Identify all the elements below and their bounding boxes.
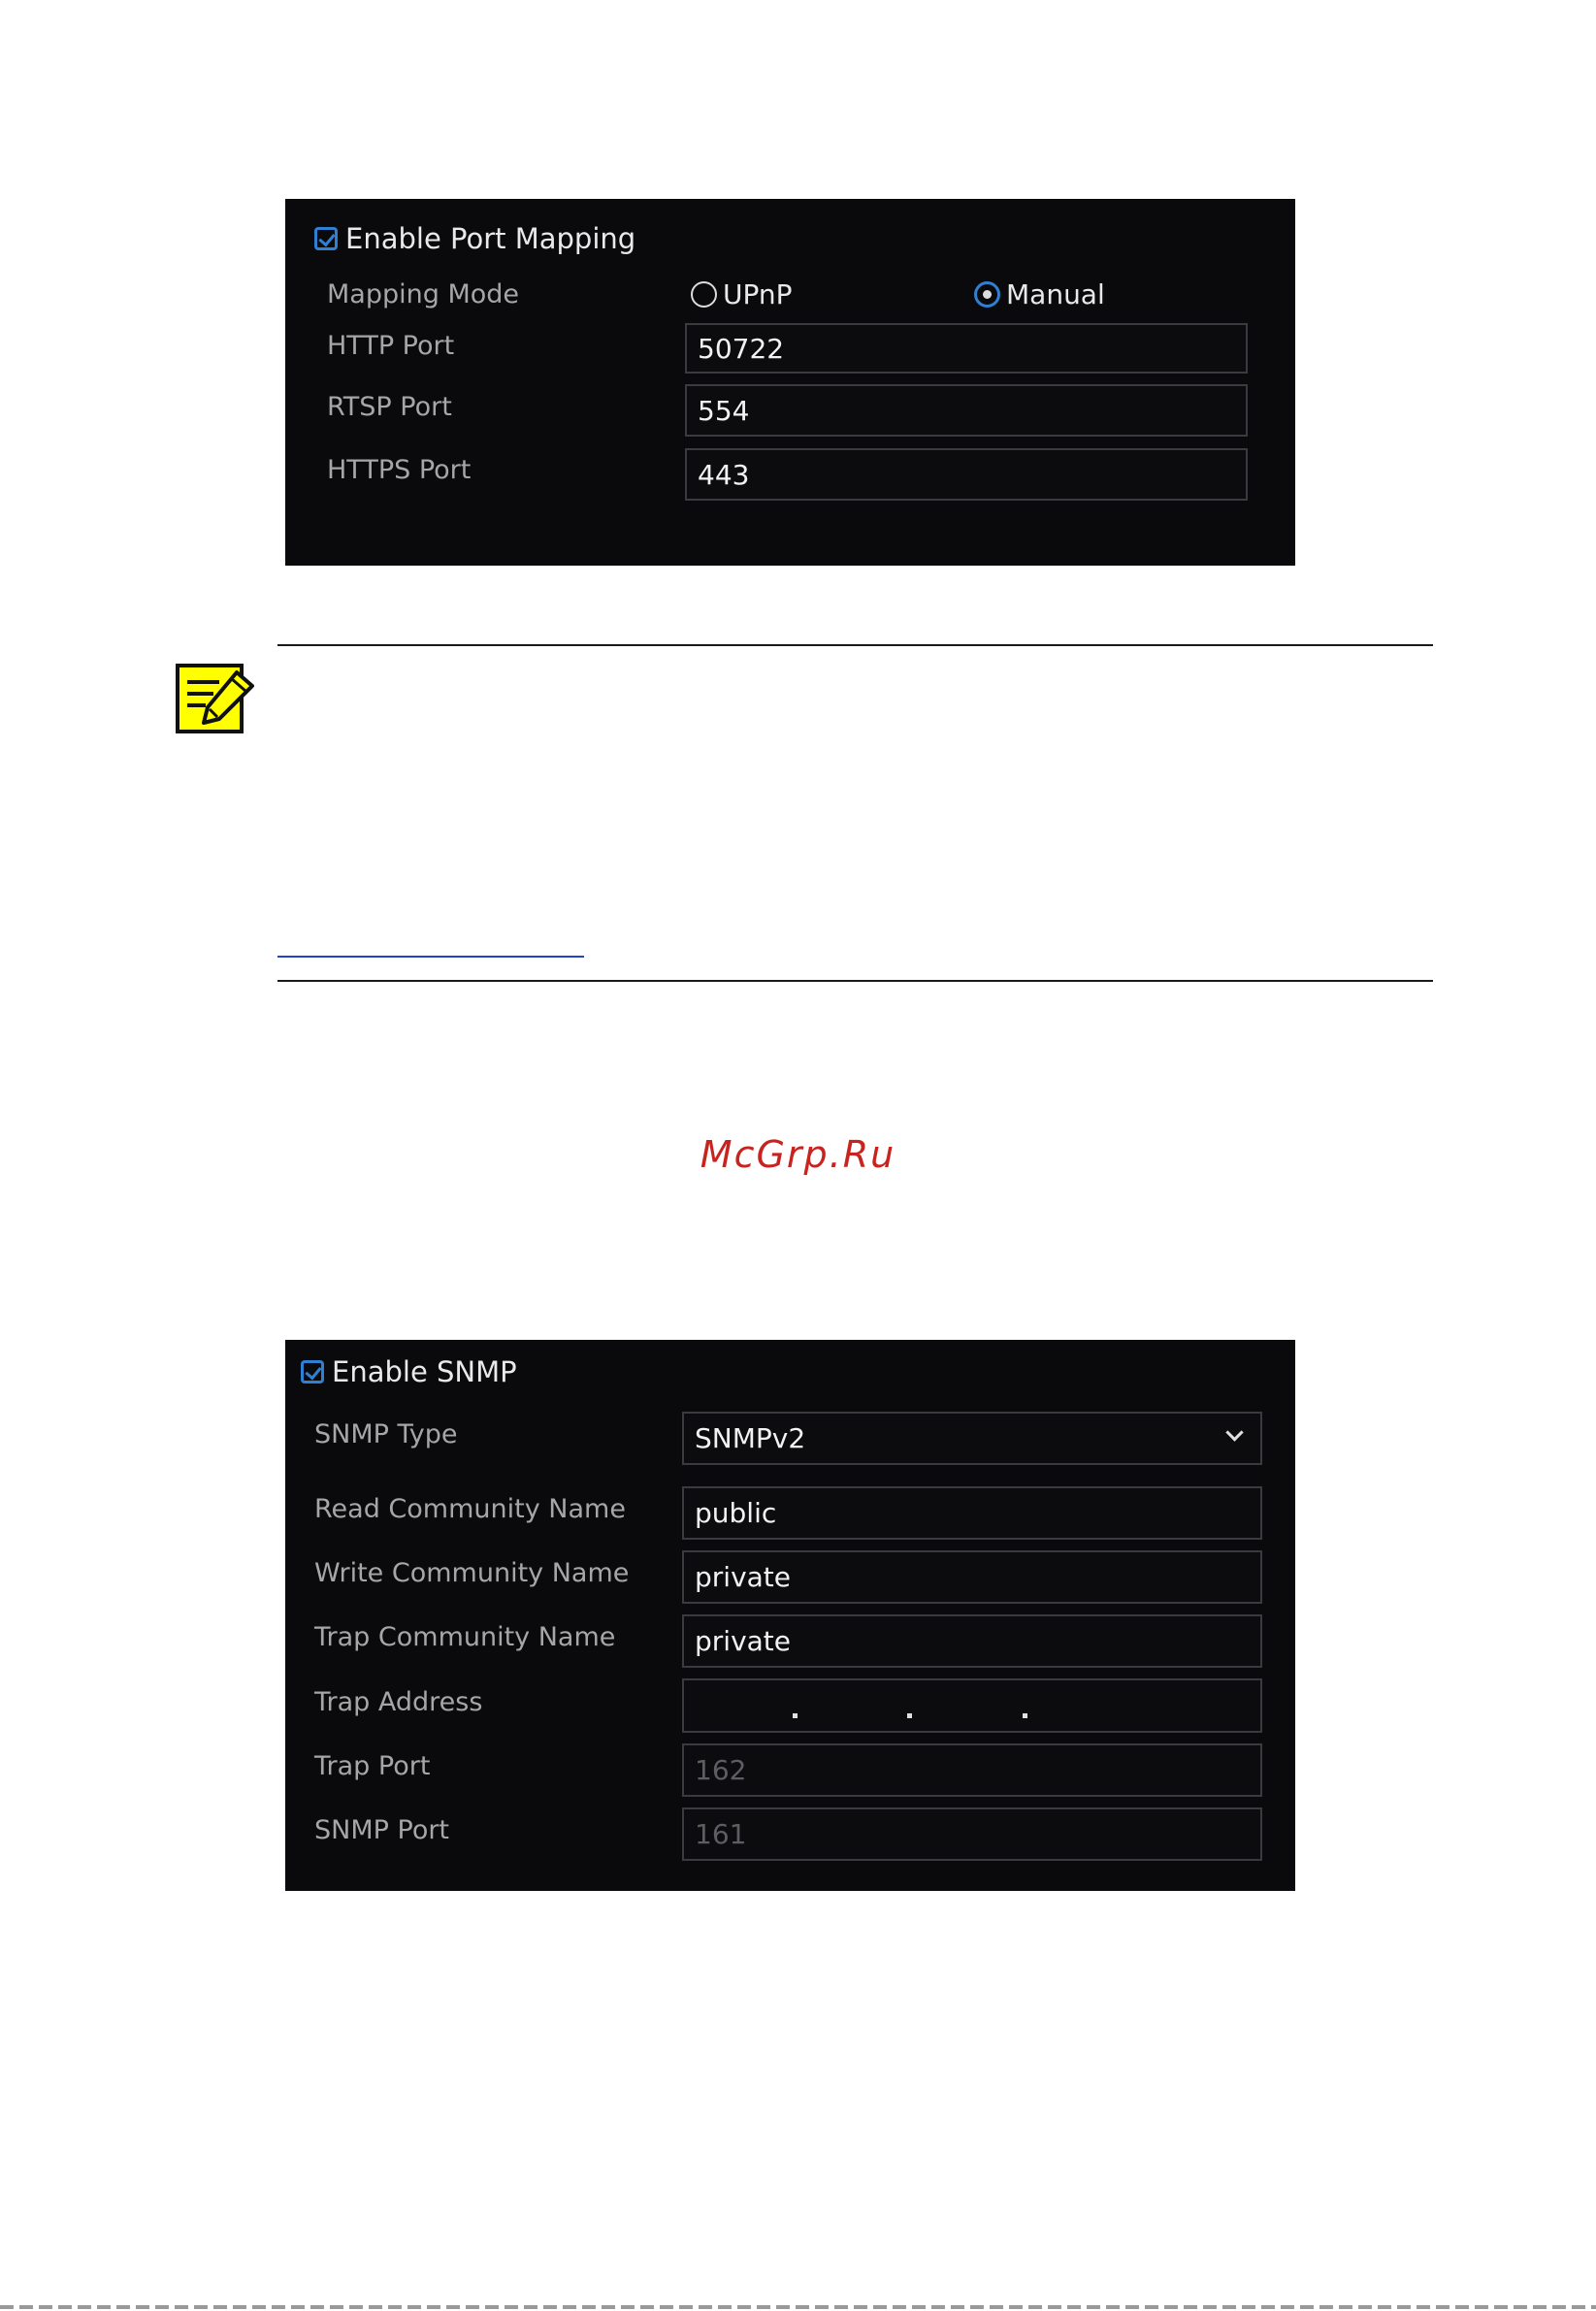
note-pencil-icon — [175, 663, 256, 736]
snmp-port-input: 161 — [682, 1807, 1262, 1861]
ip-separator-dot — [793, 1713, 798, 1718]
chevron-down-icon — [1225, 1423, 1243, 1441]
read-community-input[interactable]: public — [682, 1486, 1262, 1540]
watermark-text: McGrp.Ru — [700, 1133, 896, 1176]
note-link-underline[interactable] — [277, 956, 584, 958]
snmp-panel — [285, 1340, 1295, 1891]
ip-separator-dot — [1023, 1713, 1027, 1718]
snmp-port-label: SNMP Port — [314, 1815, 450, 1845]
enable-snmp-checkbox[interactable] — [301, 1355, 517, 1388]
ip-address-separators — [684, 1680, 1260, 1731]
ip-separator-dot — [907, 1713, 912, 1718]
http-port-label: HTTP Port — [327, 331, 455, 361]
radio-upnp-label: UPnP — [723, 278, 793, 310]
enable-snmp-label: Enable SNMP — [332, 1355, 517, 1388]
trap-address-input[interactable] — [682, 1678, 1262, 1733]
radio-selected-icon — [974, 281, 1000, 308]
snmp-type-select[interactable] — [682, 1412, 1262, 1465]
rtsp-port-label: RTSP Port — [327, 392, 452, 422]
rtsp-port-input[interactable]: 554 — [685, 384, 1248, 437]
http-port-input[interactable]: 50722 — [685, 323, 1248, 374]
checkbox-checked-icon — [314, 227, 338, 250]
trap-community-input[interactable]: private — [682, 1614, 1262, 1668]
port-mapping-panel — [285, 199, 1295, 566]
enable-port-mapping-checkbox[interactable] — [314, 222, 635, 255]
trap-community-label: Trap Community Name — [314, 1622, 616, 1652]
checkbox-checked-icon — [301, 1360, 324, 1383]
note-bottom-rule — [277, 980, 1433, 982]
radio-manual-label: Manual — [1006, 278, 1105, 310]
radio-manual[interactable] — [974, 278, 1105, 310]
trap-port-label: Trap Port — [314, 1751, 431, 1781]
https-port-label: HTTPS Port — [327, 455, 472, 485]
mapping-mode-label: Mapping Mode — [327, 279, 520, 309]
trap-address-label: Trap Address — [314, 1687, 483, 1717]
https-port-input[interactable]: 443 — [685, 448, 1248, 501]
snmp-type-value: SNMPv2 — [695, 1422, 806, 1454]
read-community-label: Read Community Name — [314, 1494, 626, 1524]
enable-port-mapping-label: Enable Port Mapping — [345, 222, 636, 255]
trap-port-input: 162 — [682, 1743, 1262, 1797]
radio-upnp[interactable] — [691, 278, 793, 310]
write-community-input[interactable]: private — [682, 1550, 1262, 1604]
write-community-label: Write Community Name — [314, 1558, 630, 1588]
radio-unselected-icon — [691, 281, 717, 308]
note-top-rule — [277, 644, 1433, 646]
page-bottom-border — [0, 2305, 1596, 2309]
snmp-type-label: SNMP Type — [314, 1419, 458, 1449]
